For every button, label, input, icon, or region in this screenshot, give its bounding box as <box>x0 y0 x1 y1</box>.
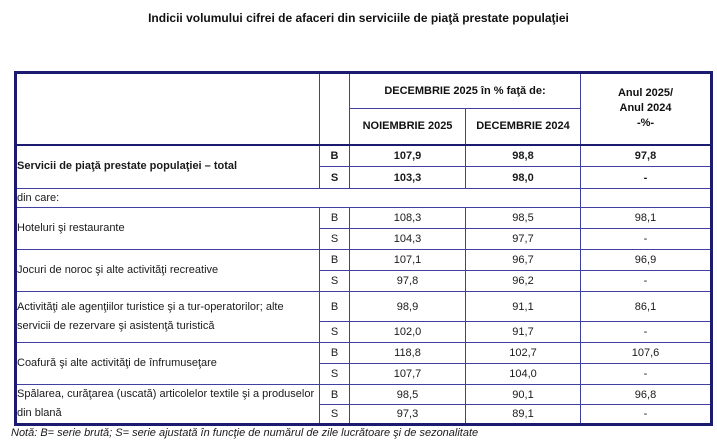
value-annual: - <box>581 271 712 292</box>
table-row <box>16 208 712 229</box>
value-noiembrie: 107,9 <box>350 145 466 167</box>
series-code-s: S <box>320 364 350 385</box>
value-decembrie: 98,8 <box>466 145 581 167</box>
row-label: Servicii de piaţă prestate populaţiei – total <box>16 145 320 189</box>
value-annual: - <box>581 229 712 250</box>
value-annual: 97,8 <box>581 145 712 167</box>
table-note: Notă: B= serie brută; S= serie ajustată în funcţie de numărul de zile lucrătoare şi de sezonalitate <box>11 427 479 439</box>
value-noiembrie: 108,3 <box>350 208 466 229</box>
data-table <box>14 71 713 426</box>
value-noiembrie: 118,8 <box>350 343 466 364</box>
separator-label: din care: <box>16 189 581 208</box>
value-annual: 107,6 <box>581 343 712 364</box>
value-annual: - <box>581 364 712 385</box>
row-label: Jocuri de noroc şi alte activităţi recreative <box>16 250 320 292</box>
header-annual-line3: -%- <box>636 117 655 130</box>
series-code-b: B <box>320 145 350 167</box>
value-noiembrie: 98,9 <box>350 292 466 322</box>
value-annual: - <box>581 167 712 189</box>
header-decembrie-cell: DECEMBRIE 2024 <box>466 109 581 145</box>
value-noiembrie: 104,3 <box>350 229 466 250</box>
value-decembrie: 91,1 <box>466 292 581 322</box>
value-annual: - <box>581 405 712 425</box>
header-group-cell: DECEMBRIE 2025 în % faţă de: <box>350 73 581 109</box>
value-decembrie: 98,0 <box>466 167 581 189</box>
table-row <box>16 343 712 364</box>
series-code-b: B <box>320 250 350 271</box>
row-label: Coafură şi alte activităţi de înfrumuseţare <box>16 343 320 385</box>
value-decembrie: 96,2 <box>466 271 581 292</box>
table-row <box>16 292 712 322</box>
value-decembrie: 90,1 <box>466 385 581 405</box>
header-annual-line1: Anul 2025/ <box>617 87 674 100</box>
header-empty-label-cell <box>16 73 320 145</box>
value-annual: - <box>581 322 712 343</box>
header-noiembrie-cell: NOIEMBRIE 2025 <box>350 109 466 145</box>
separator-row <box>16 189 712 208</box>
value-annual: 98,1 <box>581 208 712 229</box>
table-row <box>16 250 712 271</box>
row-label: Activităţi ale agenţiilor turistice şi a tur-operatorilor; alte servicii de rezervare şi asistenţă turistică <box>16 292 320 343</box>
series-code-s: S <box>320 167 350 189</box>
value-noiembrie: 97,8 <box>350 271 466 292</box>
value-decembrie: 97,7 <box>466 229 581 250</box>
value-decembrie: 96,7 <box>466 250 581 271</box>
value-annual: 86,1 <box>581 292 712 322</box>
value-noiembrie: 98,5 <box>350 385 466 405</box>
table-row <box>16 385 712 405</box>
value-noiembrie: 107,7 <box>350 364 466 385</box>
value-noiembrie: 102,0 <box>350 322 466 343</box>
value-noiembrie: 103,3 <box>350 167 466 189</box>
series-code-b: B <box>320 385 350 405</box>
header-annual-line2: Anul 2024 <box>619 102 672 115</box>
series-code-s: S <box>320 229 350 250</box>
value-decembrie: 102,7 <box>466 343 581 364</box>
value-decembrie: 91,7 <box>466 322 581 343</box>
series-code-s: S <box>320 405 350 425</box>
series-code-s: S <box>320 271 350 292</box>
row-label: Hoteluri şi restaurante <box>16 208 320 250</box>
value-annual: 96,8 <box>581 385 712 405</box>
row-label: Spălarea, curăţarea (uscată) articolelor textile şi a produselor din blană <box>16 385 320 425</box>
page-title: Indicii volumului cifrei de afaceri din serviciile de piaţă prestate populaţiei <box>148 11 569 25</box>
value-decembrie: 104,0 <box>466 364 581 385</box>
series-code-b: B <box>320 343 350 364</box>
separator-empty-cell <box>581 189 712 208</box>
header-annual-cell <box>581 73 712 145</box>
value-decembrie: 98,5 <box>466 208 581 229</box>
series-code-s: S <box>320 322 350 343</box>
table-row <box>16 145 712 167</box>
value-decembrie: 89,1 <box>466 405 581 425</box>
value-noiembrie: 97,3 <box>350 405 466 425</box>
value-annual: 96,9 <box>581 250 712 271</box>
value-noiembrie: 107,1 <box>350 250 466 271</box>
series-code-b: B <box>320 292 350 322</box>
series-code-b: B <box>320 208 350 229</box>
header-empty-series-cell <box>320 73 350 145</box>
